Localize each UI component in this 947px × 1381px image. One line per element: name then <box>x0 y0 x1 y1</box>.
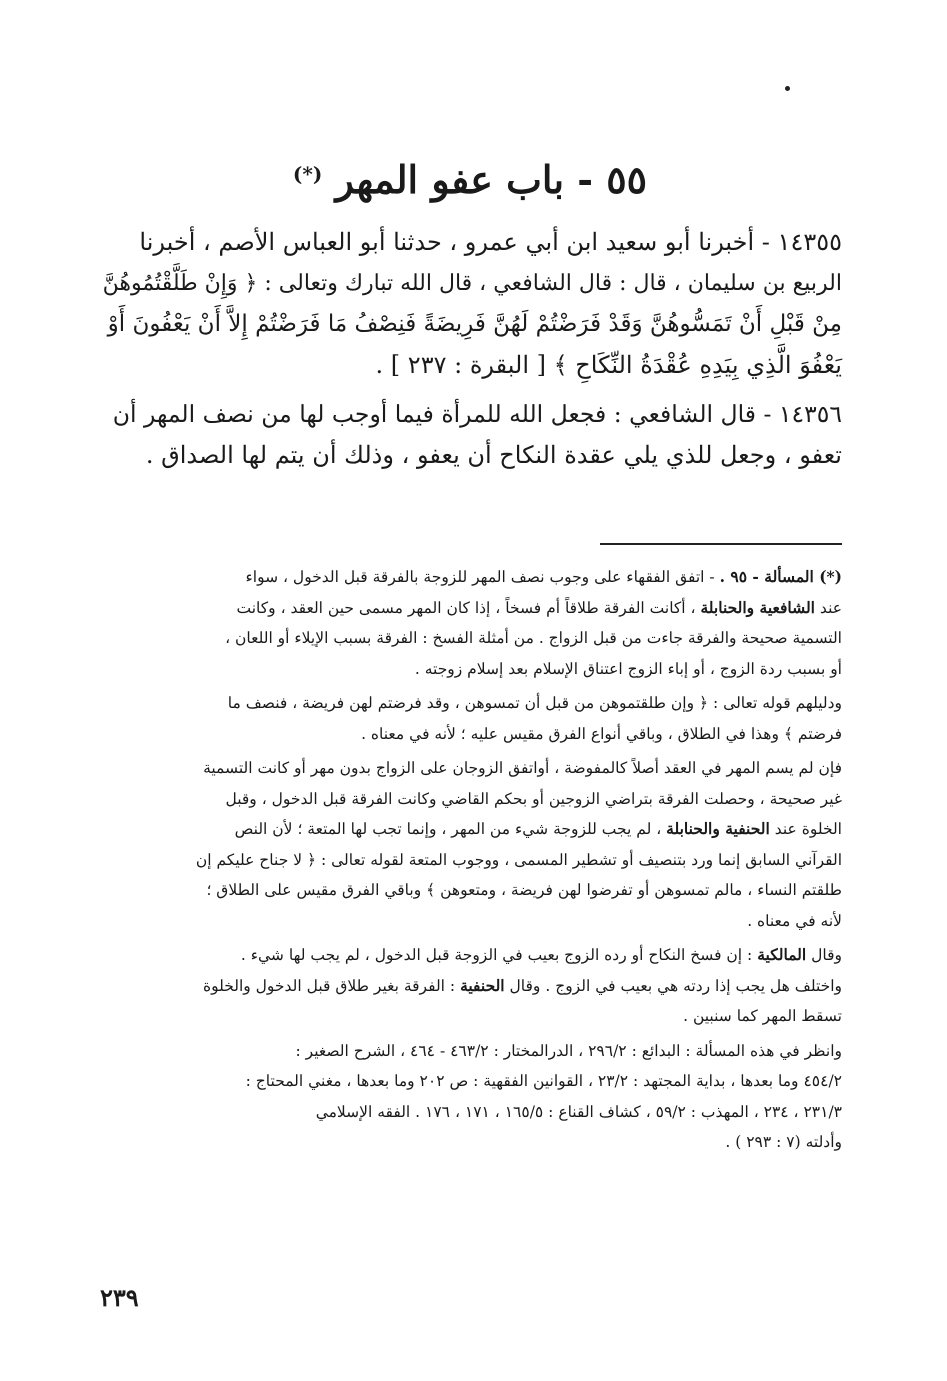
footnote-text: الخلوة عند <box>769 820 842 838</box>
footnote-school-names: الحنفية والحنابلة <box>666 819 770 838</box>
chapter-footnote-marker: (*) <box>292 162 323 186</box>
footnote-line: فرضتم ﴾ وهذا في الطلاق ، وباقي أنواع الفرق مقيس عليه ؛ لأنه في معناه . <box>361 724 842 743</box>
footnote-line: لأنه في معناه . <box>747 911 842 930</box>
chapter-title-text: ٥٥ - باب عفو المهر <box>335 157 648 202</box>
footnote-text: ، أكانت الفرقة طلاقاً أم فسخاً ، إذا كان المهر مسمى حين العقد ، وكانت <box>236 598 701 617</box>
footnote-text: : الفرقة بغير طلاق قبل الدخول والخلوة <box>202 976 461 995</box>
footnote-separator <box>600 543 842 545</box>
footnote-text: : إن فسخ النكاح أو رده الزوج بعيب في الزوجة قبل الدخول ، لم يجب لها شيء . <box>240 946 758 964</box>
footnote-issue-number: (*) المسألة - ٩٥ . <box>719 567 842 586</box>
footnote-line: ودليلهم قوله تعالى : ﴿ وإن طلقتموهن من قبل أن تمسوهن ، وقد فرضتم لهن فريضة ، فنصف ما <box>227 694 842 712</box>
main-text-line: ١٤٣٥٥ - أخبرنا أبو سعيد ابن أبي عمرو ، حدثنا أبو العباس الأصم ، أخبرنا <box>139 228 842 256</box>
chapter-title <box>100 150 840 210</box>
decorative-dot <box>785 86 790 91</box>
main-text-line: تعفو ، وجعل للذي يلي عقدة النكاح أن يعفو ، وذلك أن يتم لها الصداق . <box>145 441 842 469</box>
footnote-line <box>98 971 842 1002</box>
main-text-line: الربيع بن سليمان ، قال : قال الشافعي ، قال الله تبارك وتعالى : ﴿ وَإِنْ طَلَّقْتُمُوهُنَّ <box>102 271 842 296</box>
main-text-line: مِنْ قَبْلِ أَنْ تَمَسُّوهُنَّ وَقَدْ فَرَضْتُمْ لَهُنَّ فَرِيضَةً فَنِصْفُ مَا فَرَضْتُمْ إِلاَّ أَنْ يَعْفُونَ أَوْ <box>107 311 842 337</box>
main-text <box>98 222 842 476</box>
main-text-line: يَعْفُوَ الَّذِي بِيَدِهِ عُقْدَةُ النِّكَاحِ ﴾ [ البقرة : ٢٣٧ ] . <box>375 351 842 379</box>
footnote-line: التسمية صحيحة والفرقة جاءت من قبل الزواج . من أمثلة الفسخ : الفرقة بسبب الإيلاء أو اللعان ، <box>225 629 842 647</box>
footnote-line <box>98 593 842 624</box>
footnote-line <box>98 562 842 593</box>
footnote-line: وأدلته (٧ : ٢٩٣ ) . <box>725 1133 842 1151</box>
footnote-text: وقال <box>806 946 842 964</box>
main-text-line: ١٤٣٥٦ - قال الشافعي : فجعل الله للمرأة فيما أوجب لها من نصف المهر أن <box>112 400 842 428</box>
footnote-school-names: الشافعية والحنابلة <box>700 597 815 617</box>
footnote-line: تسقط المهر كما سنبين . <box>683 1007 842 1025</box>
footnote-line <box>98 940 842 971</box>
footnote-line: ٤٥٤/٢ وما بعدها ، بداية المجتهد : ٢٣/٢ ، القوانين الفقهية : ص ٢٠٢ وما بعدها ، مغني المحتاج : <box>245 1072 842 1090</box>
footnote-line <box>98 814 842 845</box>
footnote-line: وانظر في هذه المسألة : البدائع : ٢٩٦/٢ ، الدرالمختار : ٤٦٣/٢ - ٤٦٤ ، الشرح الصغير : <box>295 1041 842 1060</box>
footnote-line: طلقتم النساء ، مالم تمسوهن أو تفرضوا لهن فريضة ، ومتعوهن ﴾ وباقي الفرق مقيس على الطلاق ؛ <box>206 881 842 899</box>
footnote-text: ، لم يجب للزوجة شيء من المهر ، وإنما تجب لها المتعة ؛ لأن النص <box>234 820 667 838</box>
page-number: ٢٣٩ <box>100 1283 139 1312</box>
footnote-line: ٢٣١/٣ ، ٢٣٤ ، المهذب : ٥٩/٢ ، كشاف القناع : ١٦٥/٥ ، ١٧١ ، ١٧٦ . الفقه الإسلامي <box>315 1102 842 1121</box>
footnote-line: أو بسبب ردة الزوج ، أو إباء الزوج اعتناق الإسلام بعد إسلام زوجته . <box>414 659 842 678</box>
footnote-line: فإن لم يسم المهر في العقد أصلاً كالمفوضة ، أواتفق الزوجان على الزواج بدون مهر أو كانت التسمية <box>203 759 842 777</box>
footnote <box>98 562 842 1158</box>
footnote-line: غير صحيحة ، وحصلت الفرقة بتراضي الزوجين أو بحكم القاضي وكانت الفرقة قبل الدخول ، وقبل <box>225 789 842 808</box>
footnote-school-names: المالكية <box>757 945 807 964</box>
footnote-line: القرآني السابق إنما ورد بتنصيف أو تشطير المسمى ، ووجوب المتعة لقوله تعالى : ﴿ لا جناح عليكم إن <box>195 850 842 869</box>
footnote-text: واختلف هل يجب إذا ردته هي بعيب في الزوج . وقال <box>504 976 842 995</box>
footnote-text: - اتفق الفقهاء على وجوب نصف المهر للزوجة بالفرقة قبل الدخول ، سواء <box>245 568 720 586</box>
footnote-school-names: الحنفية <box>460 975 505 995</box>
footnote-text: عند <box>815 598 842 617</box>
